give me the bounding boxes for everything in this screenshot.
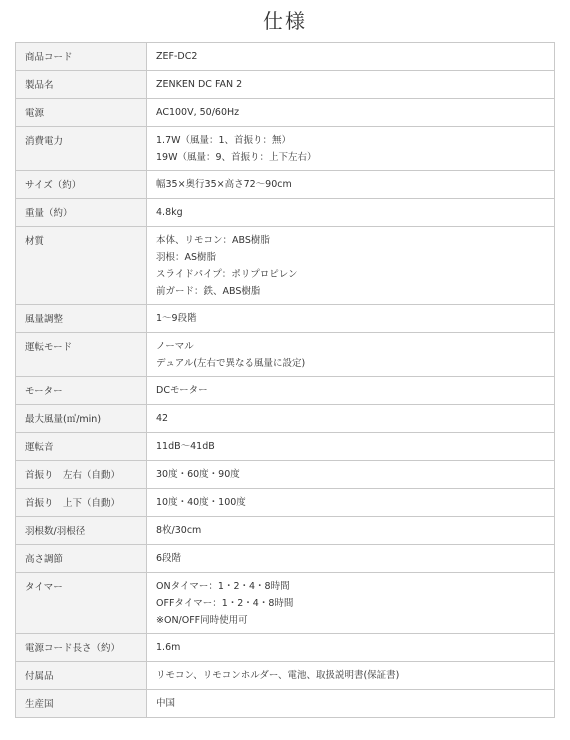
- spec-label: 首振り 上下（自動）: [16, 489, 147, 517]
- spec-value-line: 羽根：AS樹脂: [156, 252, 217, 263]
- spec-label: 最大風量(㎥/min): [16, 405, 147, 433]
- spec-value: [147, 199, 555, 227]
- spec-value-line: 19W（風量：9、首振り：上下左右）: [156, 152, 317, 163]
- spec-value: [147, 690, 555, 718]
- spec-value-line: 42: [156, 413, 169, 424]
- spec-value: [147, 545, 555, 573]
- spec-row: [16, 690, 555, 718]
- spec-value: [147, 71, 555, 99]
- spec-row: [16, 227, 555, 305]
- spec-row: [16, 305, 555, 333]
- spec-row: [16, 405, 555, 433]
- spec-row: [16, 662, 555, 690]
- spec-label: 生産国: [16, 690, 147, 718]
- spec-label: 風量調整: [16, 305, 147, 333]
- spec-table-body: [16, 43, 555, 718]
- spec-value-line: 幅35×奥行35×高さ72～90cm: [156, 179, 292, 190]
- spec-row: [16, 461, 555, 489]
- page-title: 仕様: [263, 9, 307, 33]
- spec-value-line: 1.6m: [156, 642, 181, 653]
- spec-value-line: 30度・60度・90度: [156, 469, 240, 480]
- spec-row: [16, 99, 555, 127]
- spec-label: サイズ（約）: [16, 171, 147, 199]
- spec-label: 運転モード: [16, 333, 147, 377]
- spec-row: [16, 517, 555, 545]
- spec-value-line: 10度・40度・100度: [156, 497, 246, 508]
- spec-value-line: 11dB～41dB: [156, 441, 215, 452]
- spec-value-line: ※ON/OFF同時使用可: [156, 615, 248, 626]
- spec-value-line: 1.7W（風量：1、首振り：無）: [156, 135, 292, 146]
- spec-value: [147, 405, 555, 433]
- spec-label: 製品名: [16, 71, 147, 99]
- spec-row: [16, 634, 555, 662]
- spec-row: [16, 433, 555, 461]
- spec-row: [16, 71, 555, 99]
- spec-value: [147, 99, 555, 127]
- spec-value-line: 8枚/30cm: [156, 525, 202, 536]
- spec-value-line: ONタイマー：1・2・4・8時間: [156, 581, 290, 592]
- spec-row: [16, 43, 555, 71]
- spec-label: 材質: [16, 227, 147, 305]
- spec-label: タイマー: [16, 573, 147, 634]
- spec-label: 付属品: [16, 662, 147, 690]
- spec-label: 商品コード: [16, 43, 147, 71]
- spec-value-line: 1～9段階: [156, 313, 197, 324]
- spec-label: 首振り 左右（自動）: [16, 461, 147, 489]
- spec-label: 高さ調節: [16, 545, 147, 573]
- spec-value: [147, 662, 555, 690]
- spec-value: [147, 433, 555, 461]
- spec-value: [147, 634, 555, 662]
- spec-value: [147, 489, 555, 517]
- spec-value-line: 本体、リモコン：ABS樹脂: [156, 235, 270, 246]
- spec-value-line: OFFタイマー：1・2・4・8時間: [156, 598, 294, 609]
- spec-row: [16, 545, 555, 573]
- spec-value: [147, 333, 555, 377]
- spec-row: [16, 199, 555, 227]
- spec-value-line: DCモーター: [156, 385, 208, 396]
- spec-value: [147, 227, 555, 305]
- spec-label: モーター: [16, 377, 147, 405]
- spec-value-line: リモコン、リモコンホルダー、電池、取扱説明書(保証書): [156, 670, 400, 681]
- spec-value: [147, 43, 555, 71]
- spec-value-line: 中国: [156, 698, 176, 709]
- spec-row: [16, 333, 555, 377]
- spec-label: 電源: [16, 99, 147, 127]
- spec-label: 羽根数/羽根径: [16, 517, 147, 545]
- spec-label: 重量（約）: [16, 199, 147, 227]
- spec-value-line: AC100V, 50/60Hz: [156, 107, 240, 118]
- spec-value-line: 前ガード：鉄、ABS樹脂: [156, 286, 261, 297]
- spec-value-line: ノーマル: [156, 341, 194, 352]
- spec-row: [16, 489, 555, 517]
- spec-label: 電源コード長さ（約）: [16, 634, 147, 662]
- spec-table: [15, 42, 555, 718]
- spec-value: [147, 517, 555, 545]
- spec-label: 運転音: [16, 433, 147, 461]
- spec-value-line: ZEF-DC2: [156, 51, 198, 62]
- spec-value: [147, 305, 555, 333]
- spec-value: [147, 127, 555, 171]
- spec-value: [147, 461, 555, 489]
- spec-value-line: デュアル(左右で異なる風量に設定): [156, 358, 306, 369]
- spec-label: 消費電力: [16, 127, 147, 171]
- spec-value-line: ZENKEN DC FAN 2: [156, 79, 243, 90]
- spec-value-line: スライドパイプ：ポリプロピレン: [156, 269, 298, 280]
- spec-value-line: 6段階: [156, 553, 182, 564]
- spec-row: [16, 127, 555, 171]
- spec-row: [16, 377, 555, 405]
- spec-value-line: 4.8kg: [156, 207, 183, 218]
- spec-value: [147, 573, 555, 634]
- spec-value: [147, 377, 555, 405]
- spec-value: [147, 171, 555, 199]
- spec-row: [16, 171, 555, 199]
- spec-row: [16, 573, 555, 634]
